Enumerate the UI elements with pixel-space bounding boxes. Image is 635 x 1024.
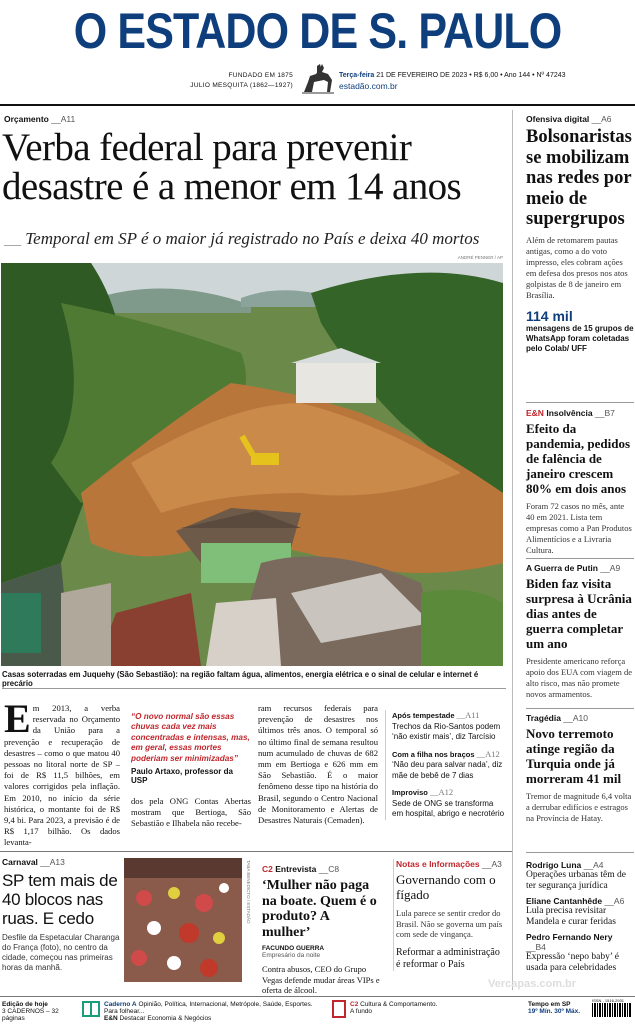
founding-info (150, 71, 293, 91)
c2-headline[interactable]: ‘Mulher não paga na boate. Quem é o produto? A mulher’ (262, 878, 377, 940)
weather-label: Tempo em SP (528, 1001, 571, 1008)
s3-text: Presidente americano reforça apoio dos EUA com viagem de alto risco, mas não promete novos armamentos. (526, 656, 632, 699)
s3-kicker: A Guerra de Putin __A9 (526, 563, 621, 573)
sidebar-story-2 (526, 408, 634, 556)
sidebar-rule (526, 402, 634, 403)
c2-footer-text2: A fundo (350, 1008, 373, 1015)
s4-text: Tremor de magnitude 6,4 volta a derrubar edifícios e estragos na Província de Hatay. (526, 791, 632, 823)
notes-text: Lula parece se sentir credor do Brasil. Não se governa um país com sede de vingança. (396, 908, 503, 939)
c2-text: Contra abusos, CEO do Grupo Vegas defende mudar áreas VIPs e oferta de álcool. (262, 964, 380, 995)
c2-interview (262, 864, 380, 996)
carnaval-headline[interactable]: SP tem mais de 40 blocos nas ruas. E cedo (2, 871, 118, 928)
en-text: Destacar Economia & Negócios (119, 1015, 212, 1022)
masthead-rule (0, 104, 635, 106)
column-divider (512, 110, 513, 990)
columnist-item[interactable]: Pedro Fernando Nery __B4 Expressão ‘nepo baby’ é usada para celebridades (526, 932, 619, 973)
lead-body-col2: dos pela ONG Contas Abertas mostram que Bertioga, São Sebastião e Ilhabela não recebe- (131, 796, 251, 829)
barcode: ISSN - 1516-2931 (592, 998, 632, 1022)
s3-headline[interactable]: Biden faz visita surpresa à Ucrânia dias antes de guerra completar um ano (526, 576, 632, 651)
s2-kicker: E&N Insolvência __B7 (526, 408, 615, 418)
related-box (385, 710, 505, 820)
carnaval-credit: TABA BENEDICTO / ESTADÃO (246, 860, 251, 924)
quote-author: Paulo Artaxo, professor da USP (131, 767, 233, 786)
sidebar-story-3 (526, 563, 634, 700)
caderno-a-text: Opinião, Política, Internacional, Metrópole, Saúde, Esportes. Para folhear... (104, 1001, 313, 1015)
bottom-rule (0, 851, 512, 852)
c2-icon (332, 1000, 346, 1018)
newspaper-title: O ESTADO DE S. PAULO (73, 3, 562, 59)
lead-body-col1: Em 2013, a verba reservada no Orçamento da União para a prevenção e recuperação de desastres – como o que matou 40 pessoas no litoral norte de SP – foi de R$ 11,5 bilhões, em valores corrigidos pela inflação. Em 2010, no início da série histórica, o montante foi de R$ 9,4 bi. Para 2023, a previsão é de R$ 1,17 bilhão. Os dados levanta- (4, 696, 120, 848)
caderno-icon (82, 1000, 100, 1018)
drop-cap: E (4, 696, 31, 741)
related-item[interactable]: Após tempestade __A11 Trechos da Rio-Santos podem ‘não existir mais’, diz Tarcísio (392, 710, 501, 741)
weather-value: 19º Mín. 30º Máx. (528, 1008, 581, 1015)
notes-more[interactable]: Reformar a administração é reformar o País (396, 946, 500, 970)
sidebar-rule (526, 558, 634, 559)
carnaval-photo (124, 858, 242, 982)
photo-caption: Casas soterradas em Juquehy (São Sebastião): na região faltam água, alimentos, energia elétrica e o sinal de celular e internet é precário (2, 670, 479, 688)
en-label: E&N (104, 1015, 118, 1022)
c2-kicker: C2 Entrevista __C8 (262, 864, 340, 874)
carnaval-text: Desfile da Espetacular Charanga do França (foto), no centro da cidade, começou nas primeiras horas da manhã. (2, 933, 120, 972)
sidebar-story-1 (526, 114, 634, 354)
founded-label: FUNDADO EM 1875 (228, 72, 293, 79)
photo-credit: ANDRÉ PENNER / AP (457, 255, 503, 260)
columnists (526, 860, 634, 974)
related-item[interactable]: Improviso __A12 Sede de ONG se transforma em hospital, abrigo e necrotério (392, 787, 505, 818)
c2-footer-label: C2 (350, 1001, 359, 1008)
site-link[interactable]: estadão.com.br (339, 81, 398, 91)
notes-box (393, 859, 505, 971)
edition-info (339, 71, 579, 91)
s1-stat: 114 mil (526, 307, 573, 324)
sidebar-story-4 (526, 713, 634, 824)
related-item[interactable]: Com a filha nos braços __A12 ‘Não deu para salvar nada’, diz mãe de bebê de 7 dias (392, 748, 503, 780)
lead-body-col3: ram recursos federais para prevenção de desastres nos últimos três anos. O temporal só no último final de semana resultou num acumulado de chuvas de 682 mm em Bertioga e 626 mm em São Sebastião. É o maior fenômeno desse tipo na história do Brasil, segundo o Centro Nacional de Monitoramento e Alertas de Desastres Naturais (Cemaden). (258, 703, 378, 826)
edition-weekday: Terça-feira (339, 72, 375, 79)
lead-deck: __ Temporal em SP é o maior já registrado no País e deixa 40 mortos (4, 229, 480, 248)
founder-label: JULIO MESQUITA (1862—1927) (190, 82, 293, 89)
horse-rider-logo-icon (300, 62, 336, 96)
landslide-photo (1, 263, 503, 666)
s4-kicker: Tragédia __A10 (526, 713, 588, 723)
quote-text: “O novo normal são essas chuvas cada vez mais concentradas e intensas, mas, em geral, essas mortes poderiam ser minimizadas” (131, 712, 250, 763)
watermark: Vercapas.com.br (488, 978, 577, 990)
masthead (0, 0, 635, 62)
s1-stat-text: mensagens de 15 grupos de WhatsApp foram coletadas pelo Colab/ UFF (526, 323, 634, 353)
caption-rule (2, 688, 506, 689)
edition-date: 21 DE FEVEREIRO DE 2023 • R$ 6,00 • Ano 144 • Nº 47243 (376, 72, 566, 79)
edition-label: Edição de hoje (2, 1001, 48, 1008)
s1-headline[interactable]: Bolsonaristas se mobilizam nas redes por meio de supergrupos (526, 127, 632, 229)
s1-text: Além de retomarem pautas antigas, como a do voto impresso, eles cobram ações em defesa dos presos nos atos golpistas de 8 de janeiro em Brasília. (526, 234, 628, 300)
caderno-a-label: Caderno A (104, 1001, 137, 1008)
c2-author-role: Empresário da noite (262, 952, 321, 959)
columnist-item[interactable]: Eliane Cantanhêde __A6 Lula precisa revisitar Mandela e curar feridas (526, 896, 625, 927)
c2-author: FACUNDO GUERRA (262, 945, 325, 952)
footer (0, 996, 635, 1024)
notes-headline[interactable]: Governando com o fígado (396, 872, 496, 902)
pull-quote (131, 712, 251, 785)
sidebar-rule (526, 852, 634, 853)
sidebar-rule (526, 708, 634, 709)
s2-headline[interactable]: Efeito da pandemia, pedidos de falência de janeiro crescem 80% em dois anos (526, 421, 631, 496)
carnaval-story (2, 857, 120, 973)
lead-kicker: Orçamento __A11 (4, 114, 76, 124)
s1-kicker: Ofensiva digital __A6 (526, 114, 612, 124)
cadernos-label: 3 CADERNOS – 32 páginas (2, 1008, 59, 1022)
notes-kicker: Notas e Informações __A3 (396, 859, 502, 869)
s4-headline[interactable]: Novo terremoto atinge região da Turquia onde já morreram 41 mil (526, 726, 622, 786)
c2-footer-text: Cultura & Comportamento. (360, 1001, 438, 1008)
s2-text: Foram 72 casos no mês, ante 40 em 2021. Lista tem empresas como a Pan Produtos Alimentícios e a Livraria Cultura. (526, 501, 632, 555)
lead-headline[interactable]: Verba federal para prevenir desastre é a menor em 14 anos (2, 126, 462, 208)
carnaval-kicker: Carnaval __A13 (2, 857, 65, 867)
columnist-item[interactable]: Rodrigo Luna __A4 Operações urbanas têm de ter segurança jurídica (526, 860, 626, 891)
